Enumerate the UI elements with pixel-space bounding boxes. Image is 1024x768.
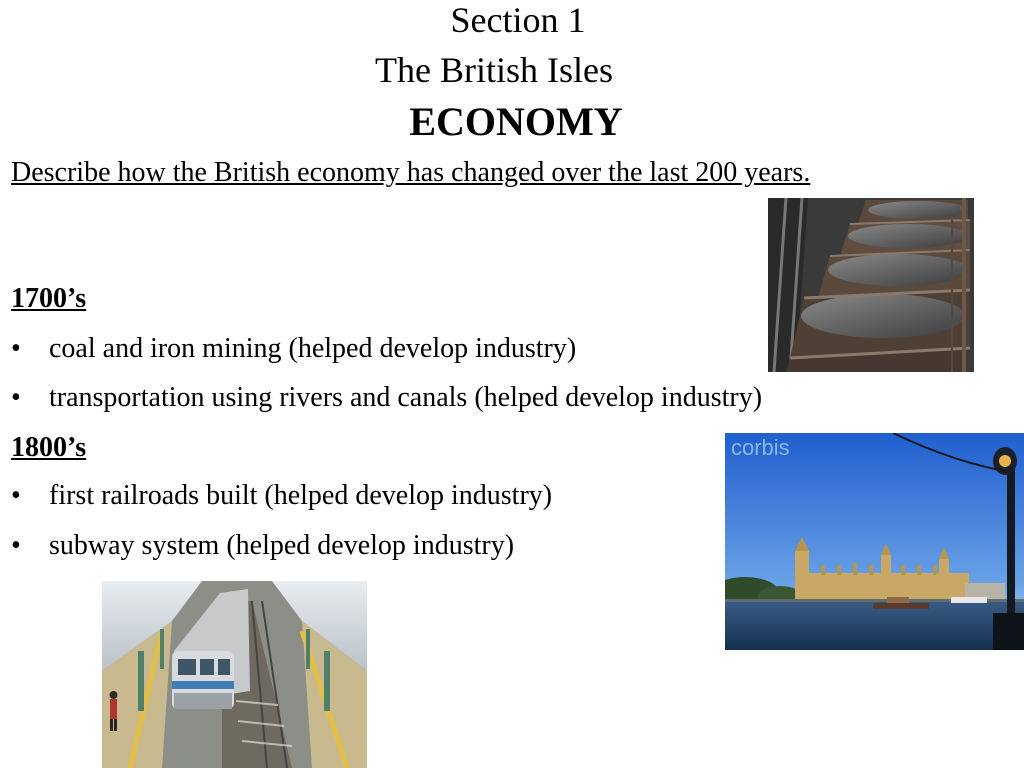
- era-heading-1700s: 1700’s: [11, 283, 87, 314]
- bullet-icon: •: [11, 333, 21, 364]
- era-heading-1800s: 1800’s: [11, 432, 87, 463]
- bullet-text: transportation using rivers and canals (helped develop industry): [49, 382, 763, 413]
- bullet-item: [11, 381, 762, 415]
- bullet-text: first railroads built (helped develop industry): [49, 480, 553, 511]
- bullet-item: [11, 529, 514, 563]
- section-title: Section 1: [450, 0, 586, 40]
- corbis-watermark: corbis: [731, 435, 790, 460]
- bullet-item: [11, 332, 576, 366]
- topic-title: ECONOMY: [409, 99, 623, 144]
- region-title: The British Isles: [375, 50, 613, 90]
- coal-cars-photo: [768, 198, 974, 372]
- subway-photo: [102, 581, 367, 768]
- bullet-item: [11, 479, 552, 513]
- bullet-text: subway system (helped develop industry): [49, 530, 515, 561]
- bullet-icon: •: [11, 530, 21, 561]
- bullet-text: coal and iron mining (helped develop industry): [49, 333, 577, 364]
- bullet-icon: •: [11, 382, 21, 413]
- parliament-photo: [725, 433, 1024, 650]
- bullet-icon: •: [11, 480, 21, 511]
- question-prompt: Describe how the British economy has changed over the last 200 years.: [11, 157, 811, 188]
